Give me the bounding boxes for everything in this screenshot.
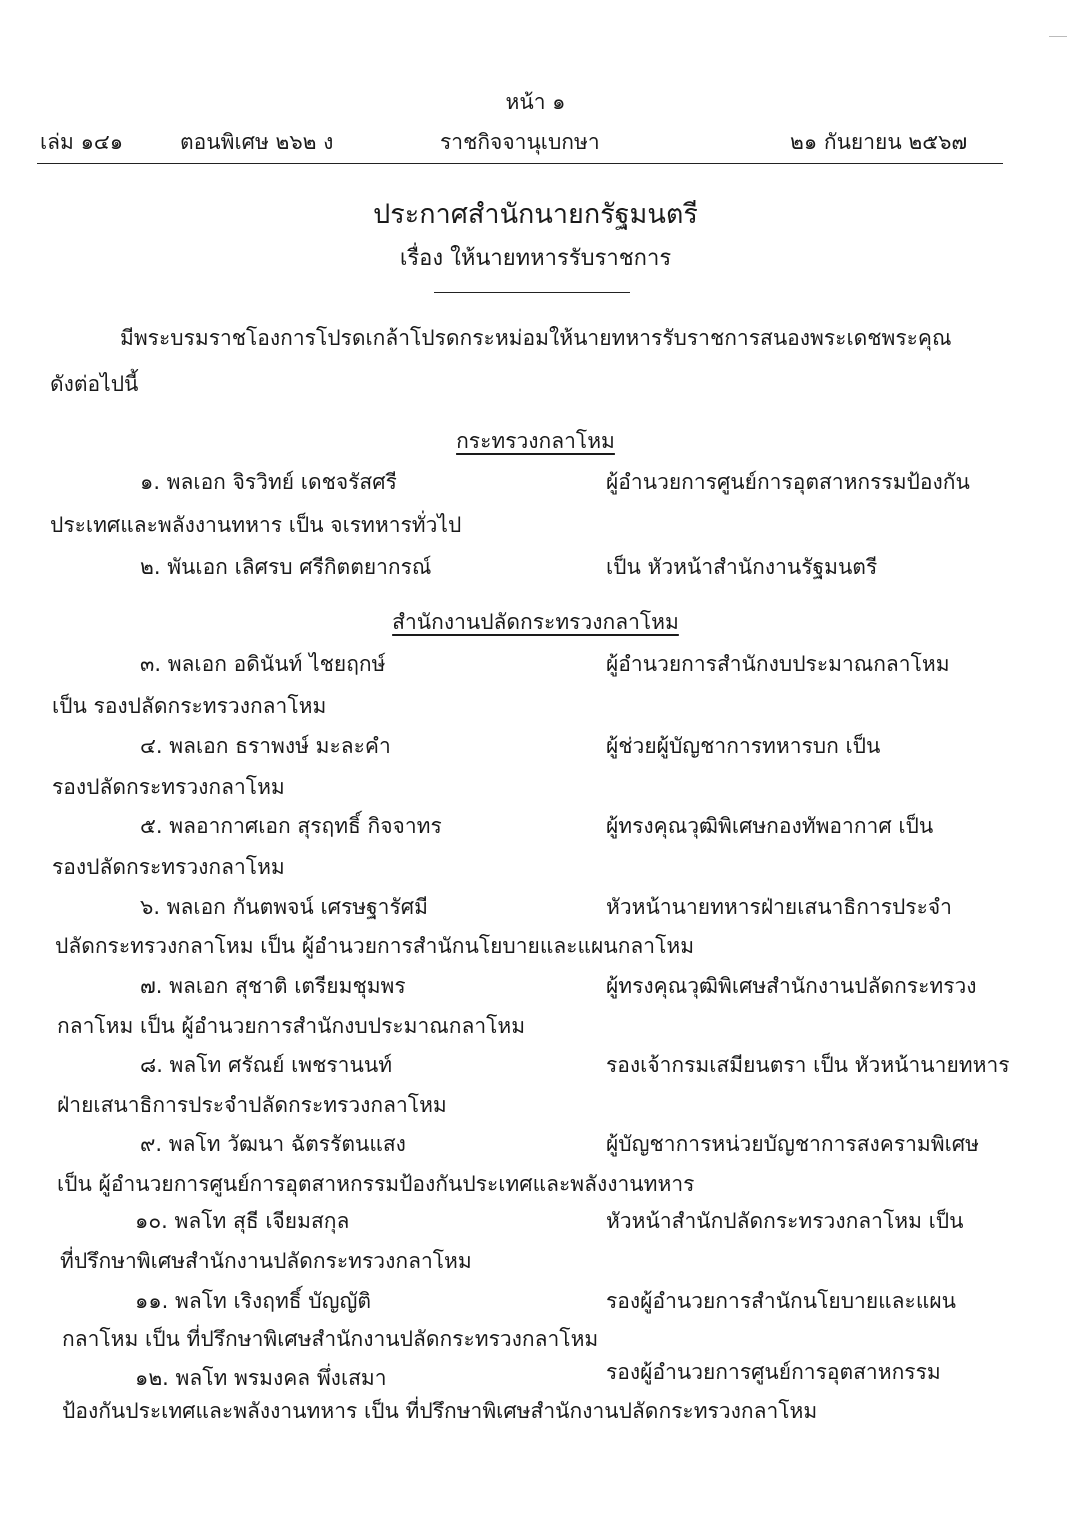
entry-10-position: หัวหน้าสำนักปลัดกระทรวงกลาโหม เป็น — [606, 1209, 964, 1233]
entry-8-continuation: ฝ่ายเสนาธิการประจำปลัดกระทรวงกลาโหม — [57, 1093, 447, 1117]
document-title: ประกาศสำนักนายกรัฐมนตรี — [373, 199, 698, 230]
entry-7-position: ผู้ทรงคุณวุฒิพิเศษสำนักงานปลัดกระทรวง — [606, 974, 977, 998]
entry-4-continuation: รองปลัดกระทรวงกลาโหม — [52, 775, 285, 799]
entry-12-continuation: ป้องกันประเทศและพลังงานทหาร เป็น ที่ปรึกษาพิเศษสำนักงานปลัดกระทรวงกลาโหม — [62, 1399, 818, 1423]
entry-6-position: หัวหน้านายทหารฝ่ายเสนาธิการประจำ — [606, 895, 952, 919]
entry-1-name: ๑. พลเอก จิรวิทย์ เดชจรัสศรี — [140, 470, 397, 494]
entry-10-continuation: ที่ปรึกษาพิเศษสำนักงานปลัดกระทรวงกลาโหม — [60, 1249, 472, 1273]
issue-number: ตอนพิเศษ ๒๖๒ ง — [180, 130, 334, 154]
entry-12-position: รองผู้อำนวยการศูนย์การอุตสาหกรรม — [606, 1360, 941, 1384]
section-heading-permanent-secretary: สำนักงานปลัดกระทรวงกลาโหม — [392, 610, 679, 634]
entry-7-name: ๗. พลเอก สุชาติ เตรียมชุมพร — [140, 974, 406, 998]
publish-date: ๒๑ กันยายน ๒๕๖๗ — [790, 130, 968, 154]
gazette-name: ราชกิจจานุเบกษา — [440, 130, 600, 154]
document-subject: เรื่อง ให้นายทหารรับราชการ — [399, 246, 672, 271]
section-heading-ministry: กระทรวงกลาโหม — [456, 429, 615, 453]
entry-11-name: ๑๑. พลโท เริงฤทธิ์ บัญญัติ — [135, 1289, 372, 1313]
entry-3-name: ๓. พลเอก อดินันท์ ไชยฤกษ์ — [140, 652, 386, 676]
entry-5-position: ผู้ทรงคุณวุฒิพิเศษกองทัพอากาศ เป็น — [606, 814, 934, 838]
volume-number: เล่ม ๑๔๑ — [40, 130, 124, 154]
entry-7-continuation: กลาโหม เป็น ผู้อำนวยการสำนักงบประมาณกลาโหม — [57, 1014, 526, 1038]
entry-3-continuation: เป็น รองปลัดกระทรวงกลาโหม — [52, 694, 327, 718]
entry-12-name: ๑๒. พลโท พรมงคล พึ่งเสมา — [135, 1366, 387, 1390]
entry-1-position: ผู้อำนวยการศูนย์การอุตสาหกรรมป้องกัน — [606, 470, 970, 494]
entry-11-position: รองผู้อำนวยการสำนักนโยบายและแผน — [606, 1289, 957, 1313]
entry-9-continuation: เป็น ผู้อำนวยการศูนย์การอุตสาหกรรมป้องกันประเทศและพลังงานทหาร — [57, 1172, 695, 1196]
entry-6-continuation: ปลัดกระทรวงกลาโหม เป็น ผู้อำนวยการสำนักนโยบายและแผนกลาโหม — [55, 934, 695, 958]
title-divider — [434, 292, 630, 293]
entry-1-continuation: ประเทศและพลังงานทหาร เป็น จเรทหารทั่วไป — [50, 513, 462, 537]
entry-5-continuation: รองปลัดกระทรวงกลาโหม — [52, 855, 285, 879]
entry-2-position: เป็น หัวหน้าสำนักงานรัฐมนตรี — [606, 555, 878, 579]
entry-8-name: ๘. พลโท ศรัณย์ เพชรานนท์ — [140, 1053, 393, 1077]
entry-9-position: ผู้บัญชาการหน่วยบัญชาการสงครามพิเศษ — [606, 1132, 979, 1156]
header-rule — [37, 163, 1003, 164]
entry-8-position: รองเจ้ากรมเสมียนตรา เป็น หัวหน้านายทหาร — [606, 1053, 1010, 1077]
entry-2-name: ๒. พันเอก เลิศรบ ศรีกิตตยากรณ์ — [140, 555, 432, 579]
intro-line-2: ดังต่อไปนี้ — [50, 372, 139, 396]
entry-10-name: ๑๐. พลโท สุธี เจียมสกุล — [135, 1209, 350, 1233]
entry-4-name: ๔. พลเอก ธราพงษ์ มะละคำ — [140, 734, 391, 758]
scan-mark — [1049, 36, 1067, 37]
page-number: หน้า ๑ — [505, 90, 566, 114]
entry-6-name: ๖. พลเอก กันตพจน์ เศรษฐารัศมี — [140, 895, 428, 919]
entry-11-continuation: กลาโหม เป็น ที่ปรึกษาพิเศษสำนักงานปลัดกระทรวงกลาโหม — [62, 1327, 599, 1351]
entry-4-position: ผู้ช่วยผู้บัญชาการทหารบก เป็น — [606, 734, 881, 758]
entry-9-name: ๙. พลโท วัฒนา ฉัตรรัตนแสง — [140, 1132, 406, 1156]
entry-5-name: ๕. พลอากาศเอก สุรฤทธิ์ กิจจาทร — [140, 814, 442, 838]
intro-line-1: มีพระบรมราชโองการโปรดเกล้าโปรดกระหม่อมให้นายทหารรับราชการสนองพระเดชพระคุณ — [120, 326, 952, 350]
entry-3-position: ผู้อำนวยการสำนักงบประมาณกลาโหม — [606, 652, 950, 676]
